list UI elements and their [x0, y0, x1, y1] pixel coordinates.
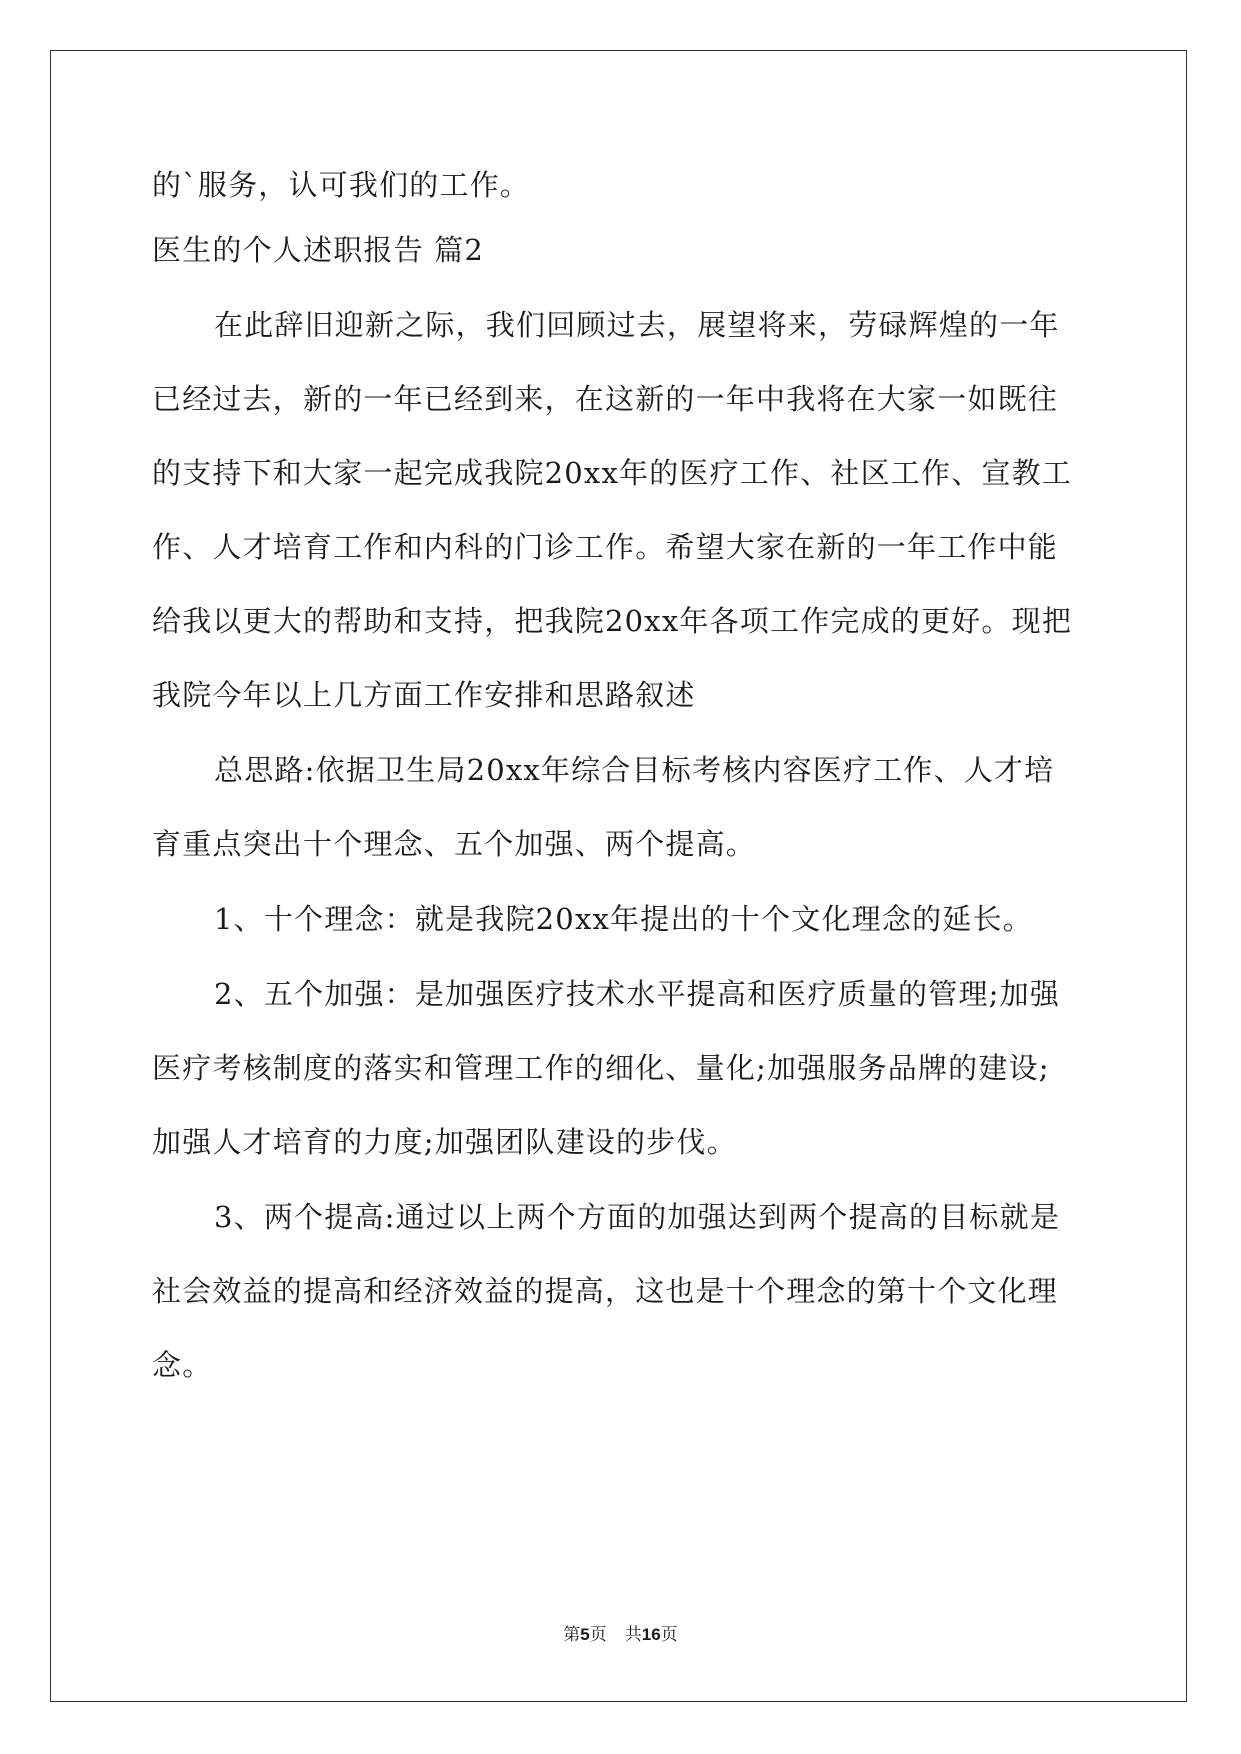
total-prefix: 共 [624, 1625, 642, 1645]
paragraph-line: 加强人才培育的力度;加强团队建设的步伐。 [152, 1125, 737, 1159]
paragraph-line: 的支持下和大家一起完成我院20xx年的医疗工作、社区工作、宣教工 [152, 456, 1073, 490]
paragraph-line: 2、五个加强：是加强医疗技术水平提高和医疗质量的管理;加强 [214, 977, 1061, 1011]
paragraph-line: 3、两个提高:通过以上两个方面的加强达到两个提高的目标就是 [214, 1200, 1061, 1234]
paragraph-item-2 [152, 974, 1087, 1163]
paragraph-line: 我院今年以上几方面工作安排和思路叙述 [152, 678, 696, 712]
paragraph-line: 念。 [152, 1348, 213, 1382]
document-body [152, 165, 1087, 1386]
page-prefix: 第 [563, 1625, 581, 1645]
paragraph-line: 已经过去，新的一年已经到来，在这新的一年中我将在大家一如既往 [152, 382, 1059, 416]
page-number: 5 [580, 1625, 590, 1644]
paragraph-line: 给我以更大的帮助和支持，把我院20xx年各项工作完成的更好。现把 [152, 604, 1073, 638]
paragraph-line: 1、十个理念：就是我院20xx年提出的十个文化理念的延长。 [214, 902, 1033, 936]
paragraph-line: 作、人才培育工作和内科的门诊工作。希望大家在新的一年工作中能 [152, 530, 1059, 564]
total-pages: 16 [641, 1625, 661, 1644]
paragraph-item-1 [152, 899, 1087, 940]
page-footer [0, 1623, 1241, 1647]
paragraph-line: 医疗考核制度的落实和管理工作的细化、量化;加强服务品牌的建设; [152, 1051, 1050, 1085]
page-suffix: 页 [589, 1625, 607, 1645]
continuation-line: 的`服务，认可我们的工作。 [152, 168, 531, 202]
section-heading: 医生的个人述职报告 篇2 [152, 233, 485, 267]
paragraph-line: 在此辞旧迎新之际，我们回顾过去，展望将来，劳碌辉煌的一年 [214, 308, 1060, 342]
paragraph-item-3 [152, 1197, 1087, 1386]
paragraph-line: 社会效益的提高和经济效益的提高，这也是十个理念的第十个文化理 [152, 1274, 1059, 1308]
paragraph-line: 育重点突出十个理念、五个加强、两个提高。 [152, 827, 757, 861]
paragraph-line: 总思路:依据卫生局20xx年综合目标考核内容医疗工作、人才培 [214, 753, 1055, 787]
total-suffix: 页 [660, 1625, 678, 1645]
paragraph-general-idea [152, 750, 1087, 865]
paragraph-intro [152, 305, 1087, 716]
